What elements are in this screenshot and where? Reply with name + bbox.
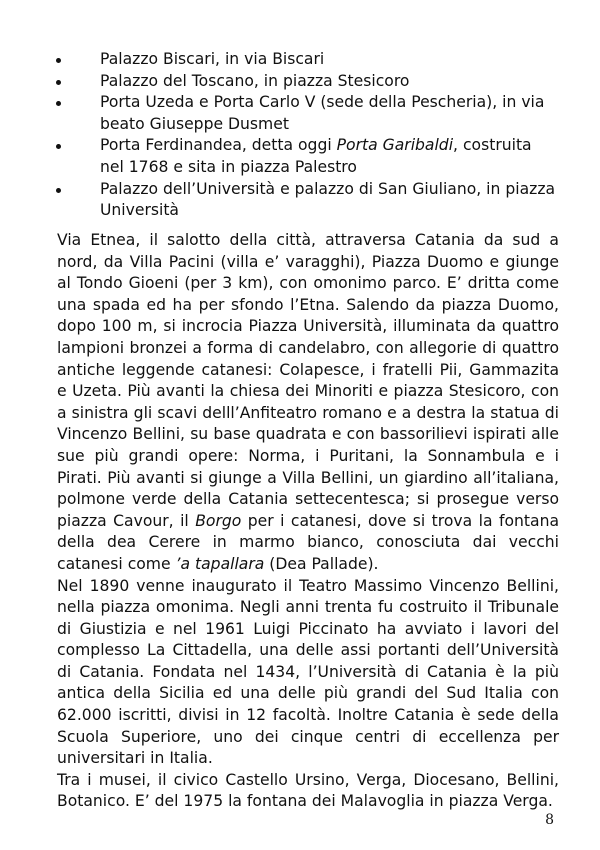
italic-term: ’a tapallara [175, 554, 265, 573]
paragraph-musei: Tra i musei, il civico Castello Ursino, Verga, Diocesano, Bellini, Botanico. E’ del 1975 la fontana dei Malavoglia in piazza Verga. [57, 770, 559, 811]
bullet-icon [56, 58, 61, 63]
italic-term: Borgo [195, 511, 242, 530]
list-item: Palazzo del Toscano, in piazza Stesicoro [49, 71, 559, 93]
page-number: 8 [545, 812, 554, 828]
paragraph-via-etnea: Via Etnea, il salotto della città, attraversa Catania da sud a nord, da Villa Pacini (villa e’ varagghi), Piazza Duomo e giunge al Tondo Gioeni (per 3 km), con omonimo parco. E’ dritta come una spada ed ha per sfondo l’Etna. Salendo da piazza Duomo, dopo 100 m, si incrocia Piazza Università, illuminata da quattro lampioni bronzei a forma di candelabro, con allegorie di quattro antiche leggende catanesi: Colapesce, i fratelli Pii, Gammazita e Uzeta. Più avanti la chiesa dei Minoriti e piazza Stesicoro, con a sinistra gli scavi delll’Anfiteatro romano e a destra la statua di Vincenzo Bellini, su base quadrata e con bassorilievi ispirati alle sue più grandi opere: Norma, i Puritani, la Sonnambula e i Pirati. Più avanti si giunge a Villa Bellini, un giardino all’italiana, polmone verde della Catania settecentesca; si prosegue verso piazza Cavour, il Borgo per i catanesi, dove si trova la fontana della dea Cerere in marmo bianco, conosciuta dai vecchi catanesi come ’a tapallara (Dea Pallade). [57, 231, 560, 573]
list-item: Palazzo Biscari, in via Biscari [49, 49, 559, 71]
bullet-icon [56, 80, 61, 85]
paragraph-teatro-universita: Nel 1890 venne inaugurato il Teatro Massimo Vincenzo Bellini, nella piazza omonima. Negli anni trenta fu costruito il Tribunale di Giustizia e nel 1961 Luigi Piccinato ha avviato i lavori del complesso La Cittadella, una delle assi portanti dell’Università di Catania. Fondata nel 1434, l’Università di Catania è la più antica della Sicilia ed una delle più grandi del Sud Italia con 62.000 iscritti, divisi in 12 facoltà. Inoltre Catania è sede della Scuola Superiore, uno dei cinque centri di eccellenza per universitari in Italia. [57, 576, 559, 768]
landmark-list [49, 49, 559, 222]
bullet-icon [56, 188, 61, 193]
list-item: Palazzo dell’Università e palazzo di San Giuliano, in piazza Università [49, 179, 559, 222]
list-item: Porta Ferdinandea, detta oggi Porta Garibaldi, costruita nel 1768 e sita in piazza Palestro [49, 135, 559, 178]
list-item: Porta Uzeda e Porta Carlo V (sede della Pescheria), in via beato Giuseppe Dusmet [49, 92, 559, 135]
italic-name: Porta Garibaldi [336, 136, 454, 155]
bullet-icon [56, 144, 61, 149]
bullet-icon [56, 101, 61, 106]
body-text [57, 230, 559, 813]
